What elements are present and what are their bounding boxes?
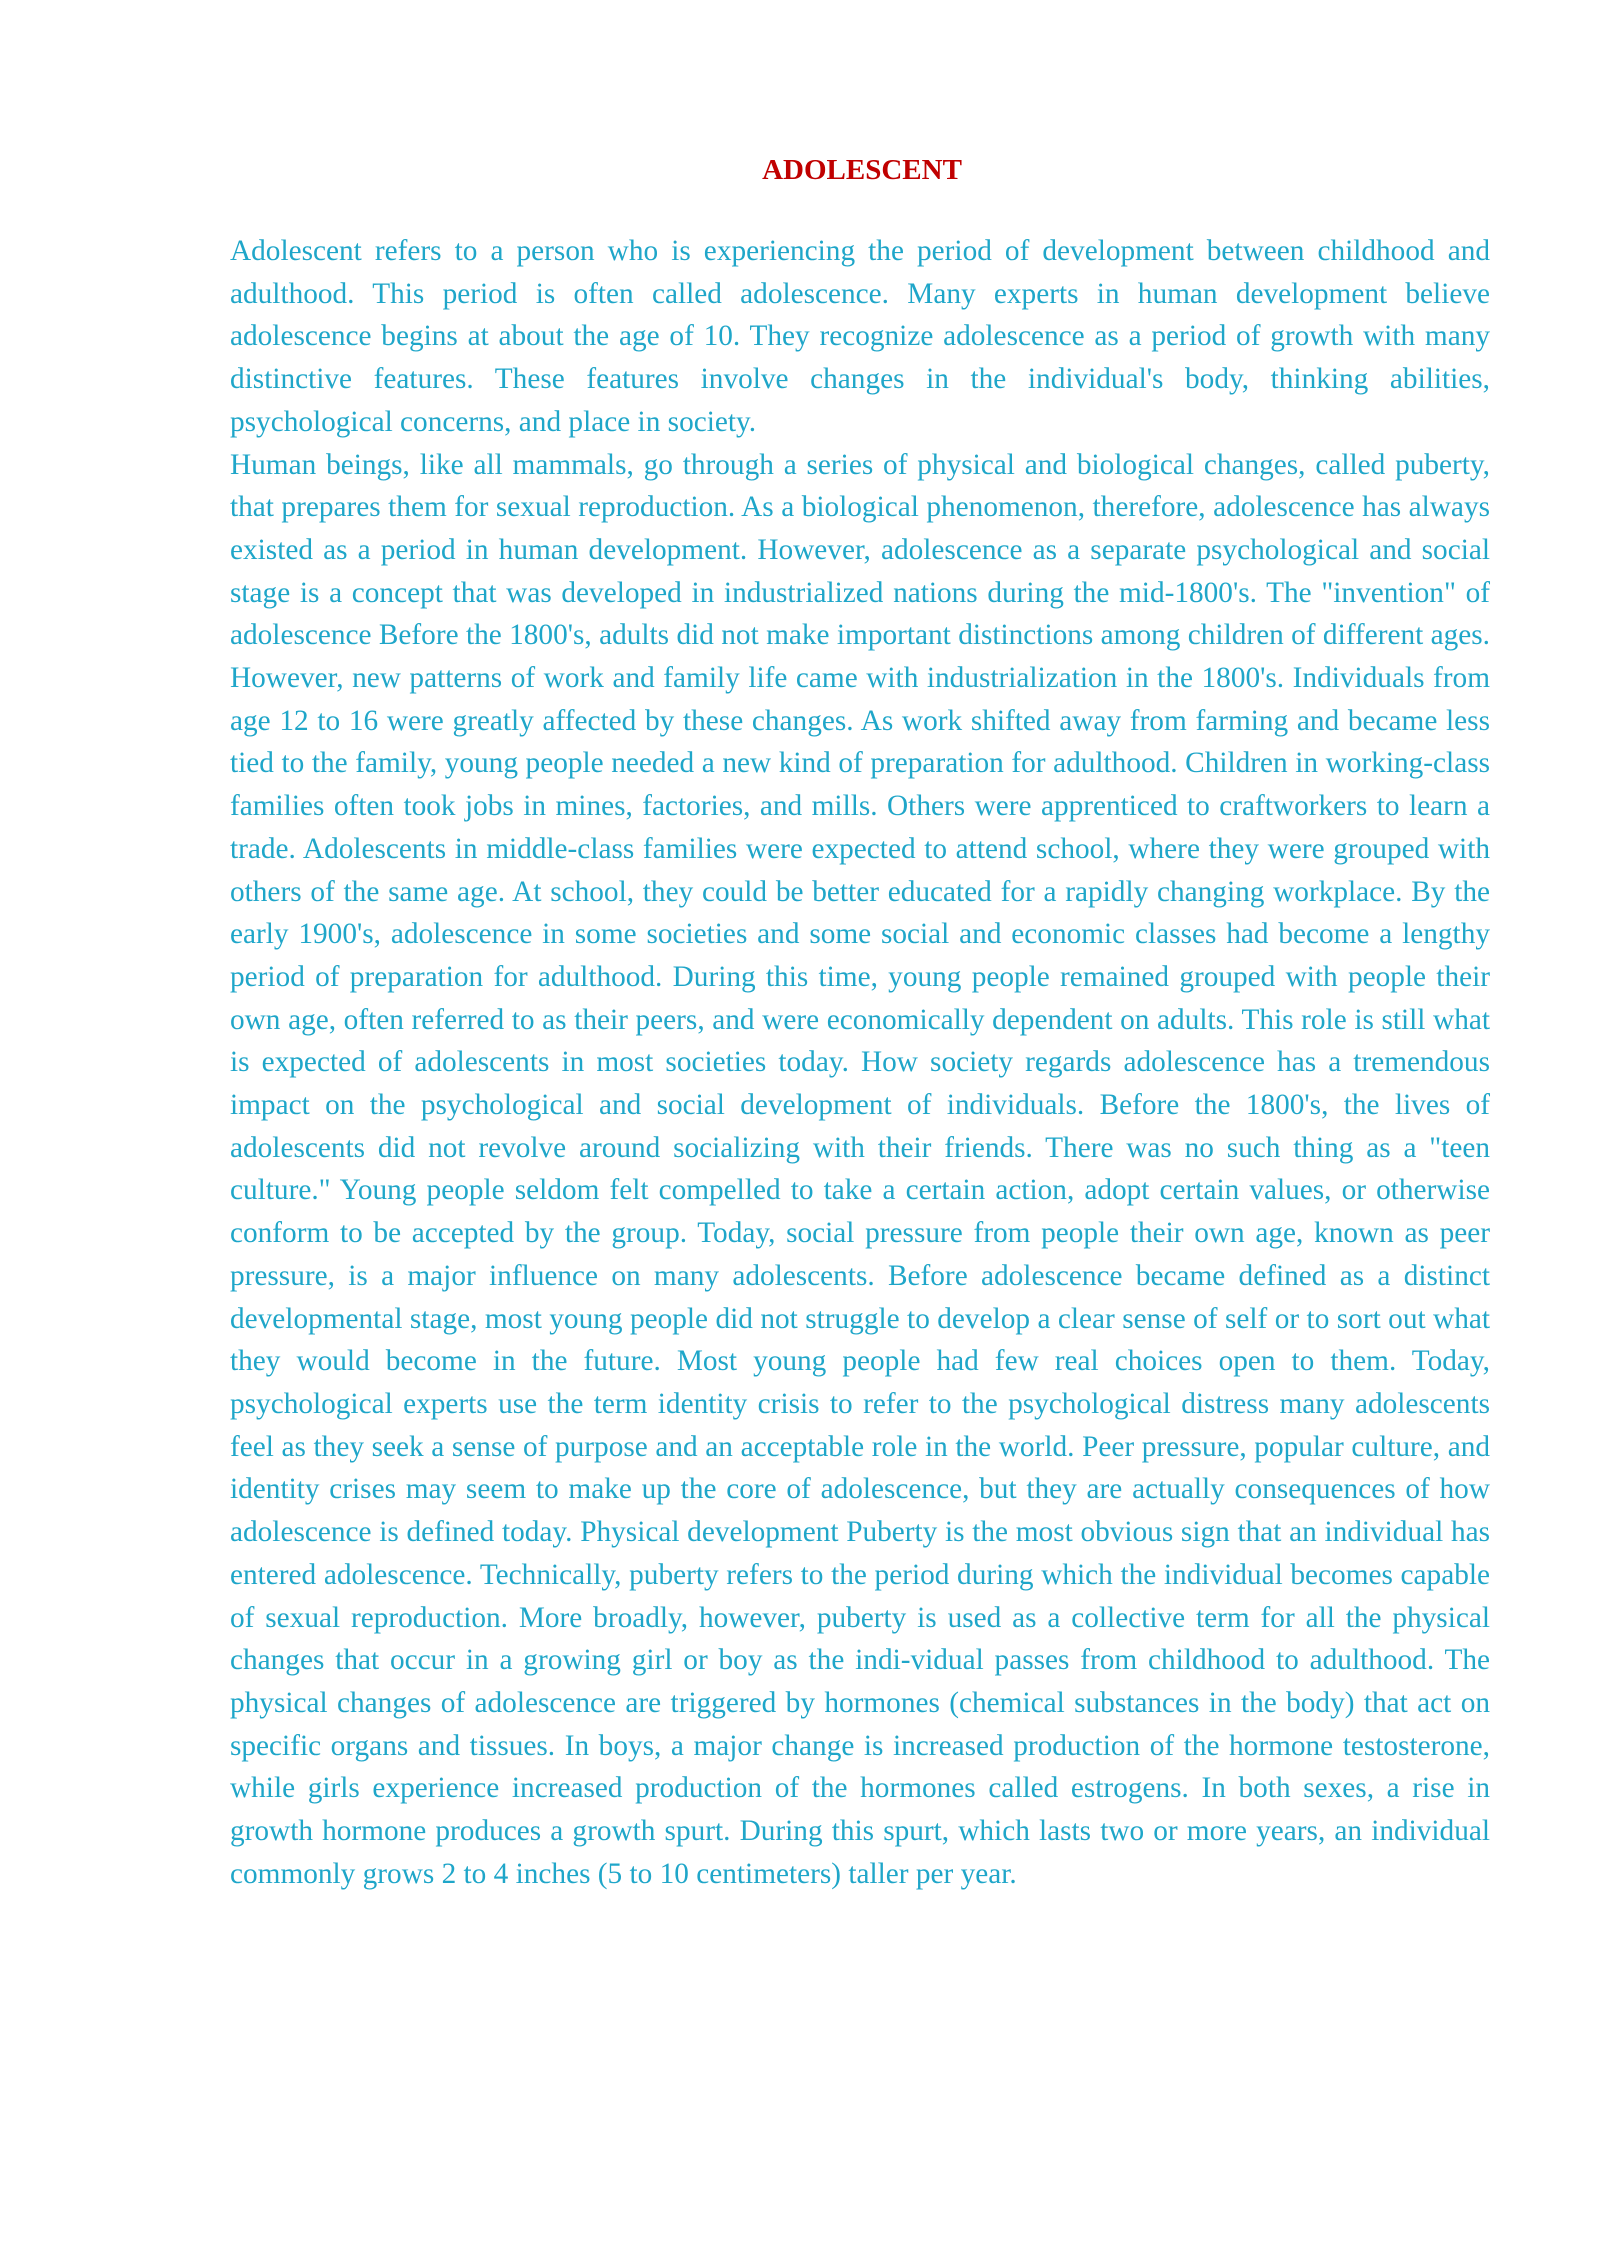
paragraph-intro: Adolescent refers to a person who is experiencing the period of development between childhood and adulthood. This period is often called adolescence. Many experts in human development believe adolescence begins at about the age of 10. They recognize adolescence as a period of growth with many distinctive features. These features involve changes in the individual's body, thinking abilities, psychological concerns, and place in society. [230,235,1490,438]
document-page [230,150,1490,1895]
paragraph-body: Human beings, like all mammals, go through a series of physical and biological changes, called puberty, that prepares them for sexual reproduction. As a biological phenomenon, therefore, adolescence has always existed as a period in human development. However, adolescence as a separate psychological and social stage is a concept that was developed in industrialized nations during the mid-1800's. The "invention" of adolescence Before the 1800's, adults did not make important distinctions among children of different ages. However, new patterns of work and family life came with industrialization in the 1800's. Individuals from age 12 to 16 were greatly affected by these changes. As work shifted away from farming and became less tied to the family, young people needed a new kind of preparation for adulthood. Children in working-class families often took jobs in mines, factories, and mills. Others were apprenticed to craftworkers to learn a trade. Adolescents in middle-class families were expected to attend school, where they were grouped with others of the same age. At school, they could be better educated for a rapidly changing workplace. By the early 1900's, adolescence in some societies and some social and economic classes had become a lengthy period of preparation for adulthood. During this time, young people remained grouped with people their own age, often referred to as their peers, and were economically dependent on adults. This role is still what is expected of adolescents in most societies today. How society regards adolescence has a tremendous impact on the psychological and social development of individuals. Before the 1800's, the lives of adolescents did not revolve around socializing with their friends. There was no such thing as a "teen culture." Young people seldom felt compelled to take a certain action, adopt certain values, or otherwise conform to be accepted by the group. Today, social pressure from people their own age, known as peer pressure, is a major influence on many adolescents. Before adolescence became defined as a distinct developmental stage, most young people did not struggle to develop a clear sense of self or to sort out what they would become in the future. Most young people had few real choices open to them. Today, psychological experts use the term identity crisis to refer to the psychological distress many adolescents feel as they seek a sense of purpose and an acceptable role in the world. Peer pressure, popular culture, and identity crises may seem to make up the core of adolescence, but they are actually consequences of how adolescence is defined today. Physical development Puberty is the most obvious sign that an individual has entered adolescence. Technically, puberty refers to the period during which the individual becomes capable of sexual reproduction. More broadly, however, puberty is used as a collective term for all the physical changes that occur in a growing girl or boy as the indi-vidual passes from childhood to adulthood. The physical changes of adolescence are triggered by hormones (chemical substances in the body) that act on specific organs and tissues. In boys, a major change is increased production of the hormone testosterone, while girls experience increased production of the hormones called estrogens. In both sexes, a rise in growth hormone produces a growth spurt. During this spurt, which lasts two or more years, an individual commonly grows 2 to 4 inches (5 to 10 centimeters) taller per year. [230,448,1490,1890]
document-title: ADOLESCENT [762,154,962,186]
